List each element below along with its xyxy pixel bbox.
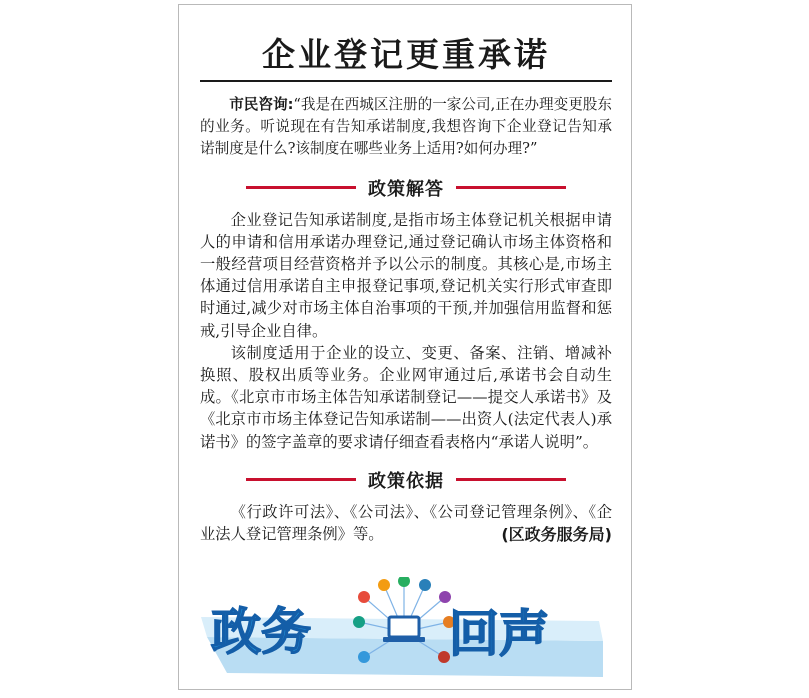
section-title-answer: 政策解答 [368, 178, 444, 200]
column-logo [199, 577, 611, 681]
section-policy-basis [200, 467, 612, 493]
logo-text-left: 政务 [211, 603, 311, 661]
inquiry-text: “我是在西城区注册的一家公司,正在办理变更股东的业务。听说现在有告知承诺制度,我想咨询下企业登记告知承诺制度是什么?该制度在哪些业务上适用?如何办理?” [200, 96, 612, 158]
article-title: 企业登记更重承诺 [262, 35, 550, 74]
inquiry-label: 市民咨询: [229, 96, 294, 113]
answer-paragraph-2: 该制度适用于企业的设立、变更、备案、注销、增减补换照、股权出质等业务。企业网审通过后,承诺书会自动生成。《北京市市场主体告知承诺制登记——提交人承诺书》及《北京市市场主体登记告知承诺制——出资人(法定代表人)承诺书》的签字盖章的要求请仔细查看表格内“承诺人说明”。 [200, 343, 612, 451]
article-source: (区政务服务局) [501, 525, 612, 545]
laptop-icon [383, 617, 425, 642]
section-bar-right [456, 186, 566, 189]
basis-paragraph: 《行政许可法》、《公司法》、《公司登记管理条例》、《企业法人登记管理条例》等。 [200, 502, 612, 544]
section-bar-right [456, 478, 566, 481]
section-bar-left [246, 478, 356, 481]
title-rule [200, 80, 612, 82]
section-title-basis: 政策依据 [368, 470, 444, 492]
section-policy-answer [200, 175, 612, 201]
basis-block [200, 501, 612, 545]
article-content [200, 5, 612, 545]
article-frame [178, 4, 632, 690]
logo-text-right: 回声 [449, 605, 549, 663]
citizen-inquiry [200, 94, 612, 161]
answer-paragraph-1: 企业登记告知承诺制度,是指市场主体登记机关根据申请人的申请和信用承诺办理登记,通过登记确认市场主体资格和一般经营项目经营资格并予以公示的制度。其核心是,市场主体通过信用承诺自主申报登记事项,登记机关实行形式审查即时通过,减少对市场主体自治事项的干预,并加强信用监督和惩戒,引导企业自律。 [200, 210, 612, 340]
section-bar-left [246, 186, 356, 189]
